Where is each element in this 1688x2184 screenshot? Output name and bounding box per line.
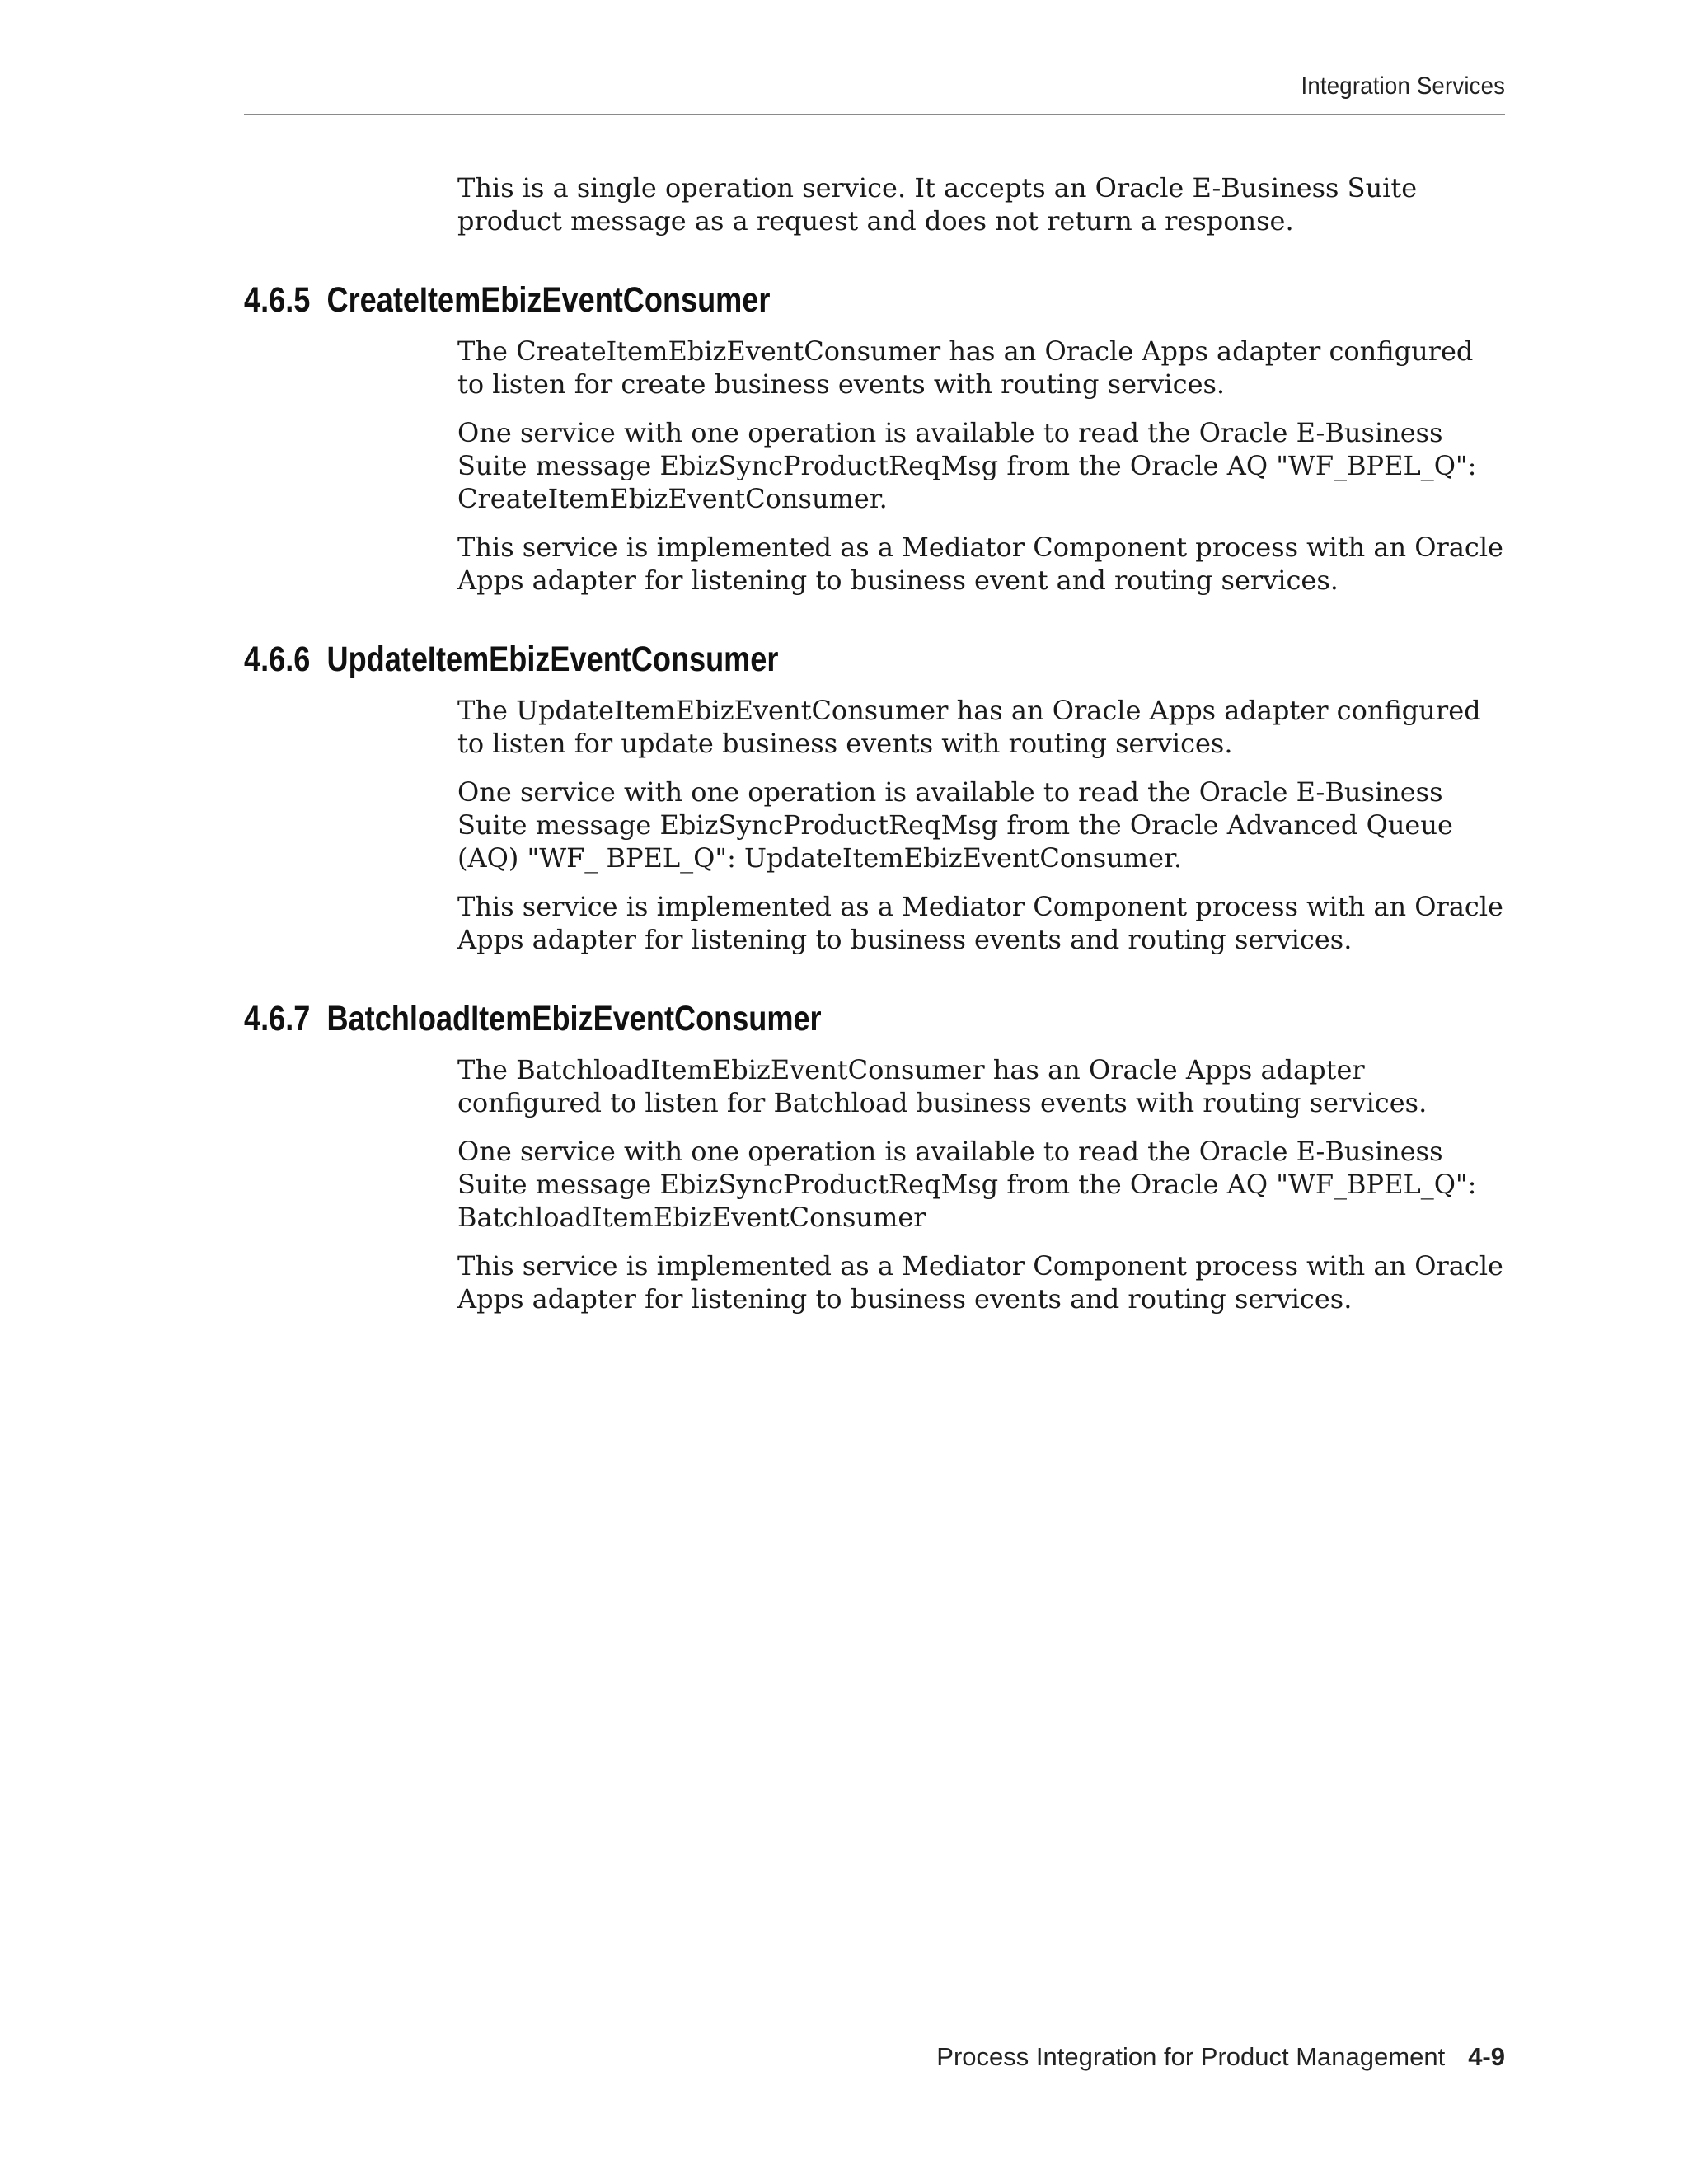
section-heading-4-6-7 xyxy=(244,999,822,1039)
paragraph: The CreateItemEbizEventConsumer has an Oracle Apps adapter configured to listen for create business events with routing services. xyxy=(457,335,1474,400)
paragraph: This service is implemented as a Mediator Component process with an Oracle Apps adapter for listening to business events and routing services. xyxy=(457,1250,1503,1315)
header-rule xyxy=(244,114,1505,115)
section-title: BatchloadItemEbizEventConsumer xyxy=(326,999,822,1038)
section-body-4-6-5 xyxy=(457,335,1504,612)
paragraph: This service is implemented as a Mediator Component process with an Oracle Apps adapter for listening to business events and routing services. xyxy=(457,891,1503,955)
paragraph: One service with one operation is available to read the Oracle E-Business Suite message EbizSyncProductReqMsg from the Oracle Advanced Queue (AQ) "WF_ BPEL_Q": UpdateItemEbizEventConsumer. xyxy=(457,776,1453,874)
section-number: 4.6.5 xyxy=(244,280,311,320)
intro-block xyxy=(457,171,1504,253)
section-title: CreateItemEbizEventConsumer xyxy=(326,280,771,320)
paragraph: One service with one operation is available to read the Oracle E-Business Suite message EbizSyncProductReqMsg from the Oracle AQ "WF_BPEL_Q": CreateItemEbizEventConsumer. xyxy=(457,417,1477,514)
paragraph: This service is implemented as a Mediator Component process with an Oracle Apps adapter for listening to business event and routing services. xyxy=(457,532,1503,596)
section-number: 4.6.6 xyxy=(244,640,311,679)
section-heading-4-6-6 xyxy=(244,640,778,680)
page-number: 4-9 xyxy=(1468,2042,1505,2071)
page-footer xyxy=(936,2042,1505,2072)
paragraph: The UpdateItemEbizEventConsumer has an Oracle Apps adapter configured to listen for update business events with routing services. xyxy=(457,695,1481,759)
footer-book-title: Process Integration for Product Management xyxy=(936,2042,1446,2071)
paragraph: The BatchloadItemEbizEventConsumer has an Oracle Apps adapter configured to listen for Batchload business events with routing services. xyxy=(457,1054,1428,1118)
section-title: UpdateItemEbizEventConsumer xyxy=(326,640,779,679)
section-body-4-6-7 xyxy=(457,1053,1504,1331)
section-heading-4-6-5 xyxy=(244,280,770,321)
paragraph: One service with one operation is available to read the Oracle E-Business Suite message EbizSyncProductReqMsg from the Oracle AQ "WF_BPEL_Q": BatchloadItemEbizEventConsumer xyxy=(457,1136,1477,1233)
section-body-4-6-6 xyxy=(457,694,1504,972)
running-header-title: Integration Services xyxy=(1301,73,1505,100)
intro-paragraph: This is a single operation service. It accepts an Oracle E-Business Suite product message as a request and does not return a response. xyxy=(457,172,1418,237)
section-number: 4.6.7 xyxy=(244,999,311,1038)
